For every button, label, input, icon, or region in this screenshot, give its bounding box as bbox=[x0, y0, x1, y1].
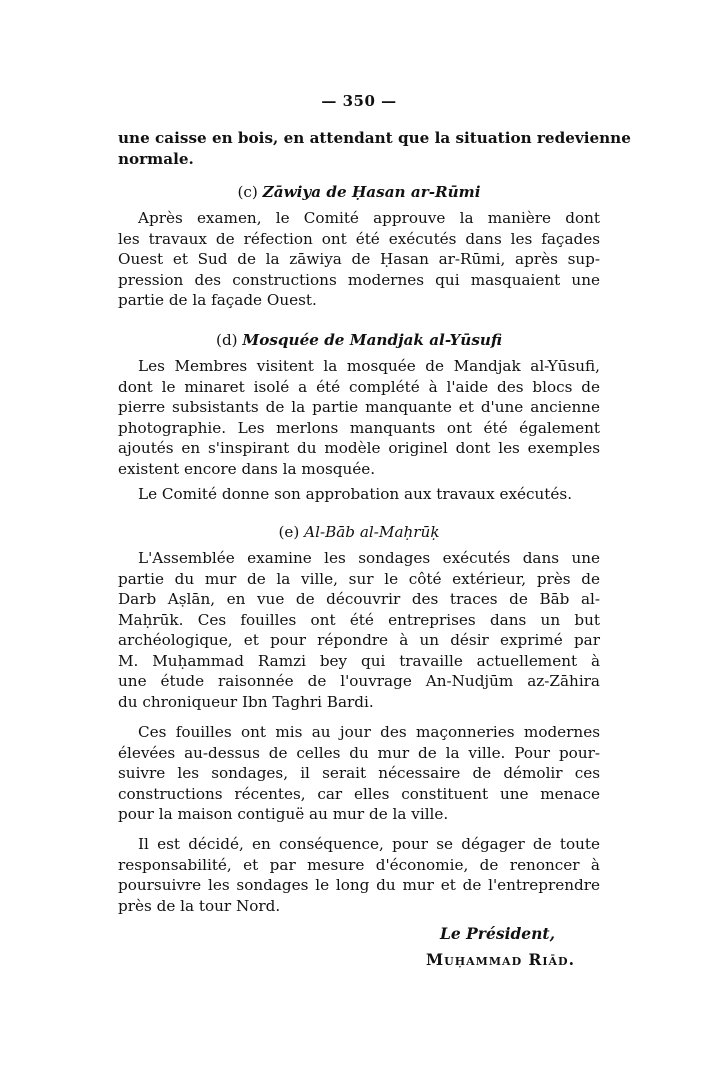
text-line: archéologique, et pour répondre à un désir exprimé par bbox=[118, 631, 600, 649]
text-line: Darb Aṣlān, en vue de découvrir des traces de Bāb al- bbox=[118, 590, 600, 608]
section-d-paragraph-1 bbox=[118, 356, 600, 479]
section-heading-d bbox=[118, 330, 600, 350]
text-line: ajoutés en s'inspirant du modèle originel dont les exemples bbox=[118, 439, 600, 457]
section-heading-e bbox=[118, 522, 600, 542]
text-line: Il est décidé, en conséquence, pour se dégager de toute bbox=[138, 835, 600, 853]
text-line: pression des constructions modernes qui masquaient une bbox=[118, 270, 600, 289]
text-line: près de la tour Nord. bbox=[118, 896, 281, 915]
text-line: constructions récentes, car elles constituent une menace bbox=[118, 784, 600, 803]
text-line: partie du mur de la ville, sur le côté extérieur, près de bbox=[118, 569, 600, 588]
section-d-paragraph-2 bbox=[118, 484, 600, 505]
text-line: une caisse en bois, en attendant que la situation redevienne bbox=[118, 129, 631, 147]
text-line: normale. bbox=[118, 149, 194, 168]
text-line: responsabilité, et par mesure d'économie, de renoncer à bbox=[118, 855, 600, 874]
text-line: du chroniqueur Ibn Taghri Bardi. bbox=[118, 692, 374, 711]
section-title: Al-Bāb al-Maḥrūḳ bbox=[304, 523, 440, 541]
text-line: Ouest et Sud de la zāwiya de Ḥasan ar-Rūmi, après sup- bbox=[118, 250, 600, 268]
text-line: partie de la façade Ouest. bbox=[118, 291, 317, 309]
text-line: élevées au-dessus de celles du mur de la ville. Pour pour- bbox=[118, 743, 600, 762]
text-line: une étude raisonnée de l'ouvrage An-Nudjūm az-Zāhira bbox=[118, 672, 600, 690]
text-line: M. Muḥammad Ramzi bey qui travaille actuellement à bbox=[118, 651, 600, 670]
text-line: Le Comité donne son approbation aux travaux exécutés. bbox=[138, 485, 573, 503]
page-number: — 350 — bbox=[321, 92, 397, 110]
signature-name: Muḥammad Riād. bbox=[426, 950, 575, 969]
section-c-paragraph bbox=[118, 208, 600, 311]
section-heading-c bbox=[118, 182, 600, 202]
text-line: pour la maison contiguë au mur de la ville. bbox=[118, 805, 449, 823]
text-line: Les Membres visitent la mosquée de Mandjak al-Yūsufi, bbox=[138, 357, 600, 375]
text-line: Après examen, le Comité approuve la manière dont bbox=[138, 209, 600, 227]
continuation-paragraph bbox=[118, 128, 631, 169]
text-line: existent encore dans la mosquée. bbox=[118, 459, 376, 478]
text-line: suivre les sondages, il serait nécessaire de démolir ces bbox=[118, 764, 600, 782]
text-line: les travaux de réfection ont été exécutés dans les façades bbox=[118, 229, 600, 248]
section-letter: (c) bbox=[237, 183, 258, 201]
text-line: poursuivre les sondages le long du mur et de l'entreprendre bbox=[118, 876, 600, 894]
section-letter: (d) bbox=[216, 331, 238, 349]
section-e-paragraph-1 bbox=[118, 548, 600, 712]
text-line: dont le minaret isolé a été complété à l'aide des blocs de bbox=[118, 377, 600, 396]
text-line: pierre subsistants de la partie manquante et d'une ancienne bbox=[118, 398, 600, 416]
text-line: Ces fouilles ont mis au jour des maçonneries modernes bbox=[138, 723, 600, 741]
text-line: photographie. Les merlons manquants ont été également bbox=[118, 418, 600, 437]
section-e-paragraph-2 bbox=[118, 722, 600, 825]
section-e-paragraph-3 bbox=[118, 834, 600, 916]
text-line: Maḥrūk. Ces fouilles ont été entreprises dans un but bbox=[118, 610, 600, 629]
section-letter: (e) bbox=[278, 523, 300, 541]
section-title: Zāwiya de Ḥasan ar-Rūmi bbox=[262, 183, 481, 201]
text-line: L'Assemblée examine les sondages exécutés dans une bbox=[138, 549, 600, 567]
section-title: Mosquée de Mandjak al-Yūsufi bbox=[242, 331, 502, 349]
signature-title: Le Président, bbox=[440, 924, 555, 943]
